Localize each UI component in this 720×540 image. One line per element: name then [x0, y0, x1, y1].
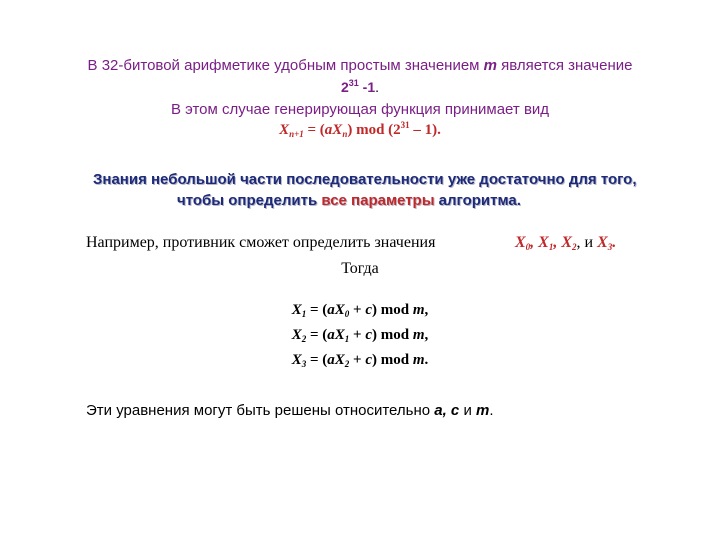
- formula-exp: 31: [400, 120, 410, 130]
- formula-mod: ) mod (2: [347, 122, 401, 138]
- formula-sub-n: n: [342, 129, 348, 139]
- eq2-mod: ) mod: [372, 327, 413, 343]
- highlight-line-1: Знания небольшой части последовательности уже достаточно для того,: [93, 171, 637, 188]
- eq2-end: ,: [424, 327, 429, 343]
- eq3-eq: = (: [306, 352, 328, 368]
- var-x3-sep: .: [612, 234, 617, 251]
- formula-tail: – 1).: [409, 122, 441, 138]
- eq3-end: .: [424, 352, 429, 368]
- eq1-plus: +: [349, 302, 366, 318]
- intro-line-1: [0, 57, 720, 74]
- intro-line-1-text: В 32-битовой арифметике удобным простым значением: [87, 57, 484, 74]
- eq3-m: m: [412, 352, 425, 368]
- formula-sub-n1: n+1: [289, 129, 304, 139]
- eq1-m: m: [412, 302, 425, 318]
- eq3-c: c: [365, 352, 373, 368]
- power-tail: -1: [358, 79, 376, 95]
- eq1-x-sub: 1: [301, 309, 307, 319]
- var-x1: X: [538, 234, 549, 251]
- var-x2: X: [561, 234, 573, 251]
- conclusion-vars-ac: a, c: [434, 402, 460, 419]
- formula-a: a: [324, 122, 333, 138]
- eq2-x-sub: 2: [301, 334, 307, 344]
- equation-1: [0, 302, 720, 319]
- formula-xn: X: [332, 122, 343, 138]
- eq2-plus: +: [349, 327, 366, 343]
- equation-3: [0, 352, 720, 369]
- formula-eq: = (: [303, 122, 325, 138]
- var-x1-sub: 1: [548, 242, 554, 252]
- eq3-ax-sub: 2: [344, 359, 350, 369]
- intro-line-3: В этом случае генерирующая функция принимает вид: [170, 101, 550, 118]
- example-text: Например, противник сможет определить значения: [86, 234, 436, 251]
- highlight-line-2: [177, 192, 521, 209]
- highlight-line-2-text: чтобы определить: [177, 192, 322, 209]
- highlight-line-2-tail: алгоритма.: [434, 192, 521, 209]
- var-x2-sub: 2: [572, 242, 577, 252]
- eq2-ax-sub: 1: [344, 334, 350, 344]
- then-label: Тогда: [341, 260, 379, 277]
- eq1-ax-sub: 0: [344, 309, 350, 319]
- eq1-mod: ) mod: [372, 302, 413, 318]
- equation-2: [0, 327, 720, 344]
- var-x0-sub: 0: [525, 242, 531, 252]
- eq2-eq: = (: [306, 327, 328, 343]
- eq3-x: X: [291, 352, 302, 368]
- period: .: [375, 79, 380, 95]
- formula-x: X: [279, 122, 290, 138]
- eq3-ax: aX: [327, 352, 345, 368]
- eq2-c: c: [365, 327, 373, 343]
- eq2-x: X: [291, 327, 302, 343]
- conclusion: [86, 402, 494, 419]
- eq1-c: c: [365, 302, 373, 318]
- eq2-ax: aX: [327, 327, 345, 343]
- highlight-all-params: все параметры: [321, 192, 435, 209]
- eq1-x: X: [291, 302, 302, 318]
- var-x1-sep: ,: [553, 234, 562, 251]
- power-base: 2: [340, 79, 349, 95]
- conclusion-var-m: m: [476, 402, 490, 419]
- generator-formula: [0, 122, 720, 139]
- power-exponent: 31: [348, 78, 359, 88]
- eq3-x-sub: 3: [301, 359, 307, 369]
- var-x0-sep: ,: [530, 234, 539, 251]
- eq2-m: m: [412, 327, 425, 343]
- eq3-mod: ) mod: [372, 352, 413, 368]
- eq1-end: ,: [424, 302, 429, 318]
- intro-line-2: [0, 79, 720, 95]
- conclusion-dot: .: [489, 402, 494, 419]
- conclusion-text: Эти уравнения могут быть решены относительно: [86, 402, 435, 419]
- variable-m: m: [483, 57, 497, 74]
- var-x2-sep: , и: [576, 234, 598, 251]
- var-x3-sub: 3: [607, 242, 613, 252]
- var-x0: X: [515, 234, 526, 251]
- example-variables: [515, 234, 616, 252]
- eq3-plus: +: [349, 352, 366, 368]
- intro-line-1-tail: является значение: [496, 57, 633, 74]
- conclusion-and: и: [459, 402, 476, 419]
- eq1-eq: = (: [306, 302, 328, 318]
- var-x3: X: [597, 234, 608, 251]
- eq1-ax: aX: [327, 302, 345, 318]
